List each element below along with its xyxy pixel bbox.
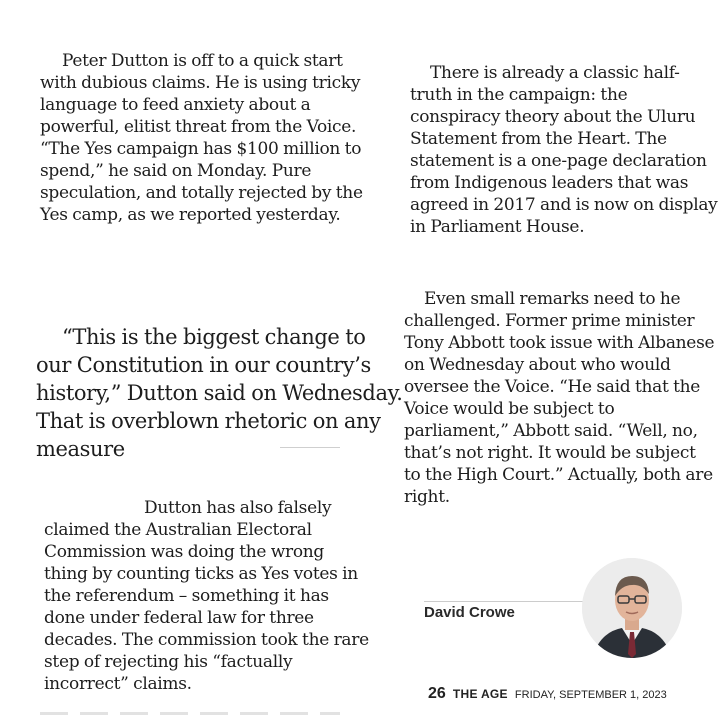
paragraph-2-text: There is already a classic half-truth in the campaign: the conspiracy theory about the Uluru Statement from the Heart. The statement is a one-page declaration from Indigenous leaders that was agreed in 2017 and is now on display in Parliament House. xyxy=(410,63,718,237)
author-avatar xyxy=(582,558,682,658)
article-paragraph-2 xyxy=(410,62,720,238)
paragraph-3-text: Even small remarks need to he challenged. Former prime minister Tony Abbott took issue with Albanese on Wednesday about who would oversee the Voice. “He said that the Voice would be subject to parliament,” Abbott said. “Well, no, that’s not right. It would be subject to the High Court.” Actually, both are right. xyxy=(404,289,715,507)
pull-quote-text: “This is the biggest change to our Constitution in our country’s history,” Dutton said on Wednesday. That is overblown rhetoric on any measure xyxy=(36,325,403,461)
author-name: David Crowe xyxy=(424,604,515,621)
pull-quote xyxy=(36,323,406,463)
page-number: 26 xyxy=(428,685,446,702)
cropped-text-fragment xyxy=(40,712,340,715)
page-footer xyxy=(428,685,667,703)
article-paragraph-1 xyxy=(40,50,370,226)
author-portrait-icon xyxy=(582,558,682,658)
masthead: THE AGE xyxy=(452,687,508,701)
pull-quote-divider xyxy=(280,447,340,448)
paragraph-4-text: Dutton has also falsely claimed the Australian Electoral Commission was doing the wrong thing by counting ticks as Yes votes in the referendum – something it has done under federal law for three decades. The commission took the rare step of rejecting his “factually incorrect” claims. xyxy=(44,498,369,694)
publication-date: FRIDAY, SEPTEMBER 1, 2023 xyxy=(514,689,667,701)
article-paragraph-3 xyxy=(404,288,716,508)
byline xyxy=(404,566,714,666)
paragraph-1-text: Peter Dutton is off to a quick start with dubious claims. He is using tricky language to feed anxiety about a powerful, elitist threat from the Voice. “The Yes campaign has $100 million to spend,” he said on Monday. Pure speculation, and totally rejected by the Yes camp, as we reported yesterday. xyxy=(40,51,363,225)
article-paragraph-4 xyxy=(44,497,372,695)
